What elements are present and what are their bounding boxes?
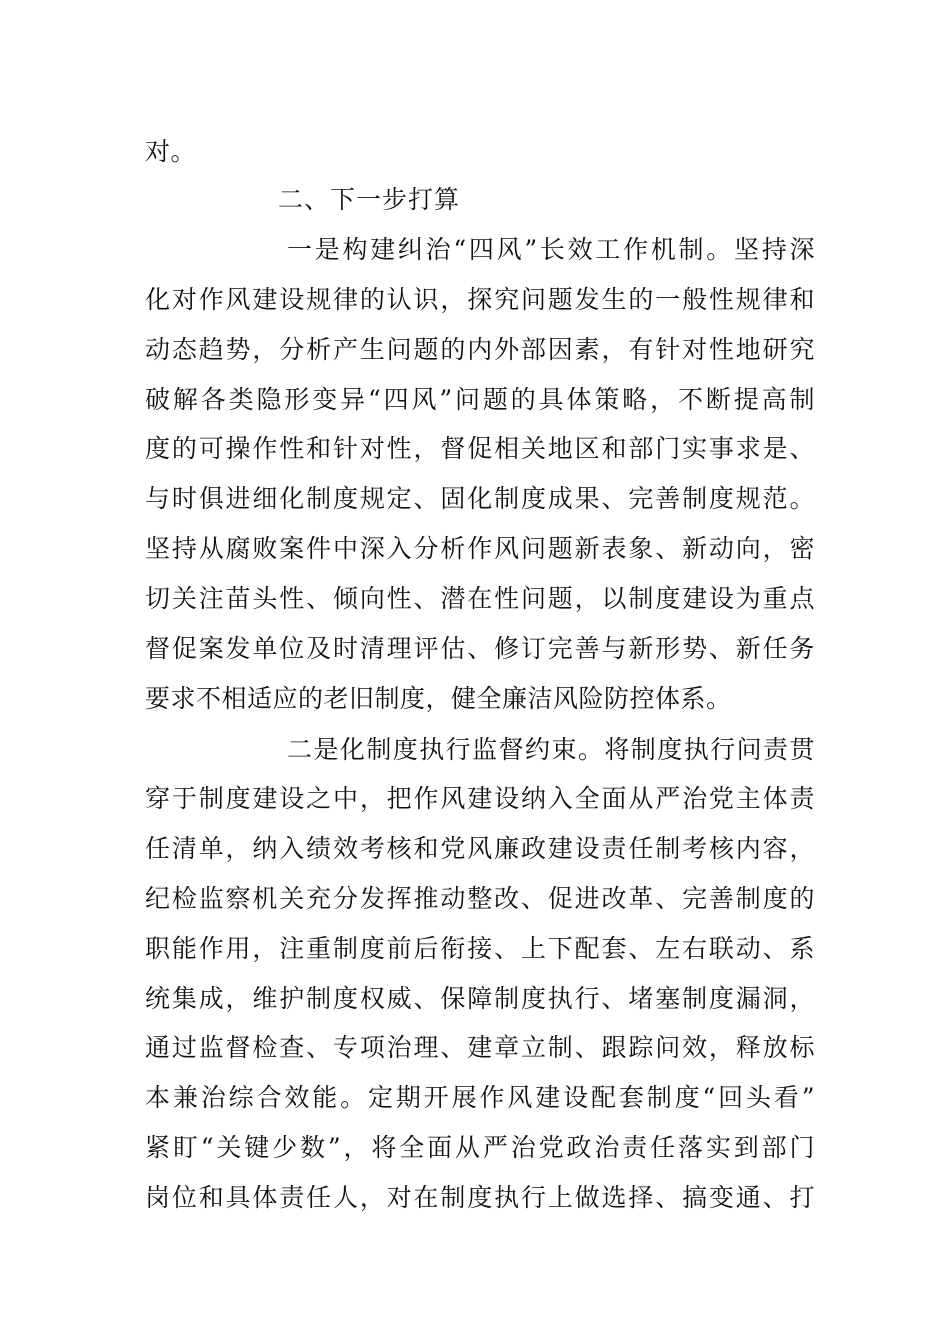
paragraph-line: 督促案发单位及时清理评估、修订完善与新形势、新任务 <box>145 634 815 663</box>
paragraph-line: 紧盯“关键少数”，将全面从严治党政治责任落实到部门 <box>145 1133 815 1162</box>
paragraph-line: 纪检监察机关充分发挥推动整改、促进改革、完善制度的 <box>145 884 815 913</box>
paragraph-line: 动态趋势，分析产生问题的内外部因素，有针对性地研究 <box>145 335 815 364</box>
paragraph-line: 通过监督检查、专项治理、建章立制、跟踪问效，释放标 <box>145 1033 815 1062</box>
paragraph-line: 一是构建纠治“四风”长效工作机制。坚持深 <box>287 235 815 264</box>
section-heading: 二、下一步打算 <box>278 185 461 214</box>
carryover-line: 对。 <box>145 137 197 166</box>
paragraph-line: 化对作风建设规律的认识，探究问题发生的一般性规律和 <box>145 285 815 314</box>
paragraph-line: 要求不相适应的老旧制度，健全廉洁风险防控体系。 <box>145 684 732 713</box>
paragraph-line: 职能作用，注重制度前后衔接、上下配套、左右联动、系 <box>145 934 815 963</box>
paragraph-line: 统集成，维护制度权威、保障制度执行、堵塞制度漏洞， <box>145 984 815 1013</box>
paragraph-line: 切关注苗头性、倾向性、潜在性问题，以制度建设为重点 <box>145 584 815 613</box>
paragraph-line: 任清单，纳入绩效考核和党风廉政建设责任制考核内容， <box>145 834 815 863</box>
paragraph-line: 与时俱进细化制度规定、固化制度成果、完善制度规范。 <box>145 484 815 513</box>
paragraph-line: 坚持从腐败案件中深入分析作风问题新表象、新动向，密 <box>145 534 815 563</box>
paragraph-line: 度的可操作性和针对性，督促相关地区和部门实事求是、 <box>145 434 815 463</box>
paragraph-line: 二是化制度执行监督约束。将制度执行问责贯 <box>287 735 815 764</box>
paragraph-line: 穿于制度建设之中，把作风建设纳入全面从严治党主体责 <box>145 784 815 813</box>
paragraph-line: 岗位和具体责任人，对在制度执行上做选择、搞变通、打 <box>145 1183 815 1212</box>
paragraph-line: 破解各类隐形变异“四风”问题的具体策略，不断提高制 <box>145 385 815 414</box>
paragraph-line: 本兼治综合效能。定期开展作风建设配套制度“回头看” <box>145 1083 815 1112</box>
